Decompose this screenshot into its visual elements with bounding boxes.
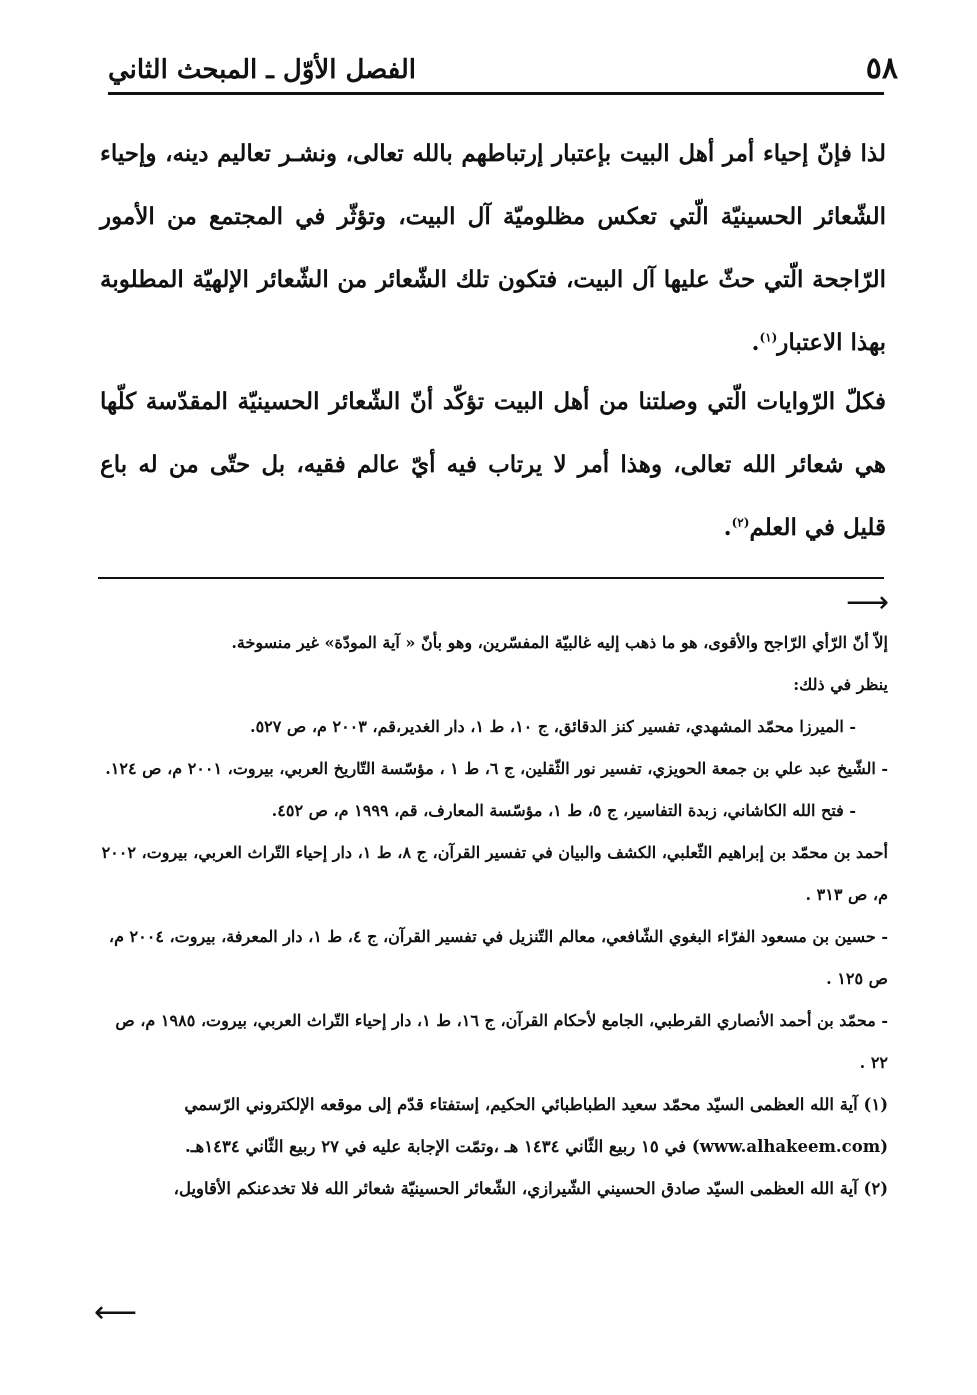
footnote-line: - فتح الله الكاشاني، زبدة التفاسير، ج ٥، ط ١، مؤسّسة المعارف، قم، ١٩٩٩ م، ص ٤٥٢. [271,801,856,820]
body-paragraph-1 [100,122,886,374]
footnotes-block [96,622,888,1210]
footnote-1: (١) آية الله العظمى السيّد محمّد سعيد الطباطبائي الحكيم، إستفتاء قدّم إلى موقعه الإلكتروني الرّسمي (www.alhakeem.com) في ١٥ ربيع الثّاني ١٤٣٤ هـ ،وتمّت الإجابة عليه في ٢٧ ربيع الثّاني ١٤٣٤هـ. [184,1095,888,1156]
body-paragraph-2 [100,370,886,559]
footnote-line: إلاّ أنّ الرّأي الرّاجح والأقوى، هو ما ذهب إليه غالبيّة المفسّرين، وهو بأنّ « آية المودّة» غير منسوخة. [231,633,888,652]
running-header-title: الفصل الأوّل ـ المبحث الثاني [108,55,417,85]
footnote-line: - حسين بن مسعود الفرّاء البغوي الشّافعي، معالم التّنزيل في تفسير القرآن، ج ٤، ط ١، دار المعرفة، بيروت، ٢٠٠٤ م، ص ١٢٥ . [108,927,888,988]
header-rule [108,92,884,95]
continuation-arrow-icon: ⟶ [846,585,890,620]
paragraph-1-end: . [751,329,760,356]
footnote-line: - محمّد بن أحمد الأنصاري القرطبي، الجامع لأحكام القرآن، ج ١٦، ط ١، دار إحياء التّراث العربي، بيروت، ١٩٨٥ م، ص ٢٢ . [115,1011,888,1072]
footnote-2: (٢) آية الله العظمى السيّد صادق الحسيني الشّيرازي، الشّعائر الحسينيّة شعائر الله فلا تخدعنكم الأقاويل، [173,1179,888,1198]
footnote-line: أحمد بن محمّد بن إبراهيم الثّعلبي، الكشف والبيان في تفسير القرآن، ج ٨، ط ١، دار إحياء التّراث العربي، بيروت، ٢٠٠٢ م، ص ٣١٣ . [101,843,888,904]
footnote-ref-2[interactable]: (٢) [731,515,750,530]
continuation-arrow-icon: ⟵ [94,1295,138,1330]
footnote-ref-1[interactable]: (١) [759,330,778,345]
page-number: ٥٨ [865,51,898,86]
paragraph-2-end: . [723,514,732,541]
footnote-line: ينظر في ذلك: [793,675,888,694]
paragraph-1-text: لذا فإنّ إحياء أمر أهل البيت بإعتبار إرتباطهم بالله تعالى، ونشـر تعاليم دينه، وإحياء الشّعائر الحسينيّة الّتي تعكس مظلوميّة آل البيت، وتؤثّر في المجتمع من الأمور الرّاجحة الّتي حثّ عليها آل البيت، فتكون تلك الشّعائر من الشّعائر الإلهيّة المطلوبة بهذا الاعتبار [100,140,886,356]
footnote-line: - الميرزا محمّد المشهدي، تفسير كنز الدقائق، ج ١٠، ط ١، دار الغدير،قم، ٢٠٠٣ م، ص ٥٢٧. [250,717,856,736]
footnote-separator [98,577,884,579]
footnote-line: - الشّيخ عبد علي بن جمعة الحويزي، تفسير نور الثّقلين، ج ٦، ط ١ ، مؤسّسة التّاريخ العربي، بيروت، ٢٠٠١ م، ص ١٢٤. [105,759,888,778]
paragraph-2-text: فكلّ الرّوايات الّتي وصلتنا من أهل البيت تؤكّد أنّ الشّعائر الحسينيّة المقدّسة كلّها هي شعائر الله تعالى، وهذا أمر لا يرتاب فيه أيّ عالم فقيه، بل حتّى من له باع قليل في العلم [100,388,886,541]
